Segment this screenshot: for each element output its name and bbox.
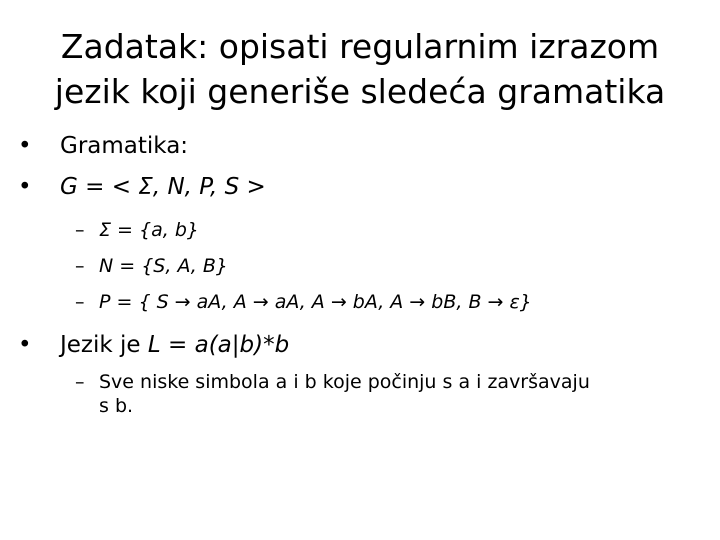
bullet-text: Gramatika: [60,133,189,159]
bullet-language [18,330,289,360]
sub-item-text-line-1: Sve niske simbola a i b koje počinju s a i završavaju [99,371,590,393]
bullet-dot: • [18,133,32,159]
sub-item-text: Σ = {a, b} [99,219,199,241]
bullet-text-prefix: Jezik je [60,332,148,358]
regex-expression: L = a(a|b)*b [147,332,290,358]
title-line-2: jezik koji generiše sledeća gramatika [54,72,666,111]
bullet-grammar-label [18,131,188,161]
sub-item-text-line-2: s b. [99,395,134,417]
bullet-grammar-definition [18,172,266,202]
bullet-dot: • [18,332,32,358]
sub-item-language-description [75,370,590,418]
sub-item-nonterminals [75,254,228,278]
title-line-1: Zadatak: opisati regularnim izrazom [60,27,660,66]
sub-item-text: N = {S, A, B} [99,255,228,277]
dash: – [75,371,85,393]
sub-item-productions [75,290,532,314]
sub-item-text: P = { S → aA, A → aA, A → bA, A → bB, B → ε} [99,291,532,313]
bullet-dot: • [18,174,32,200]
slide-title [30,24,690,114]
dash: – [75,255,85,277]
dash: – [75,219,85,241]
dash: – [75,291,85,313]
sub-item-alphabet [75,218,199,242]
bullet-text: G = < Σ, N, P, S > [60,174,266,200]
